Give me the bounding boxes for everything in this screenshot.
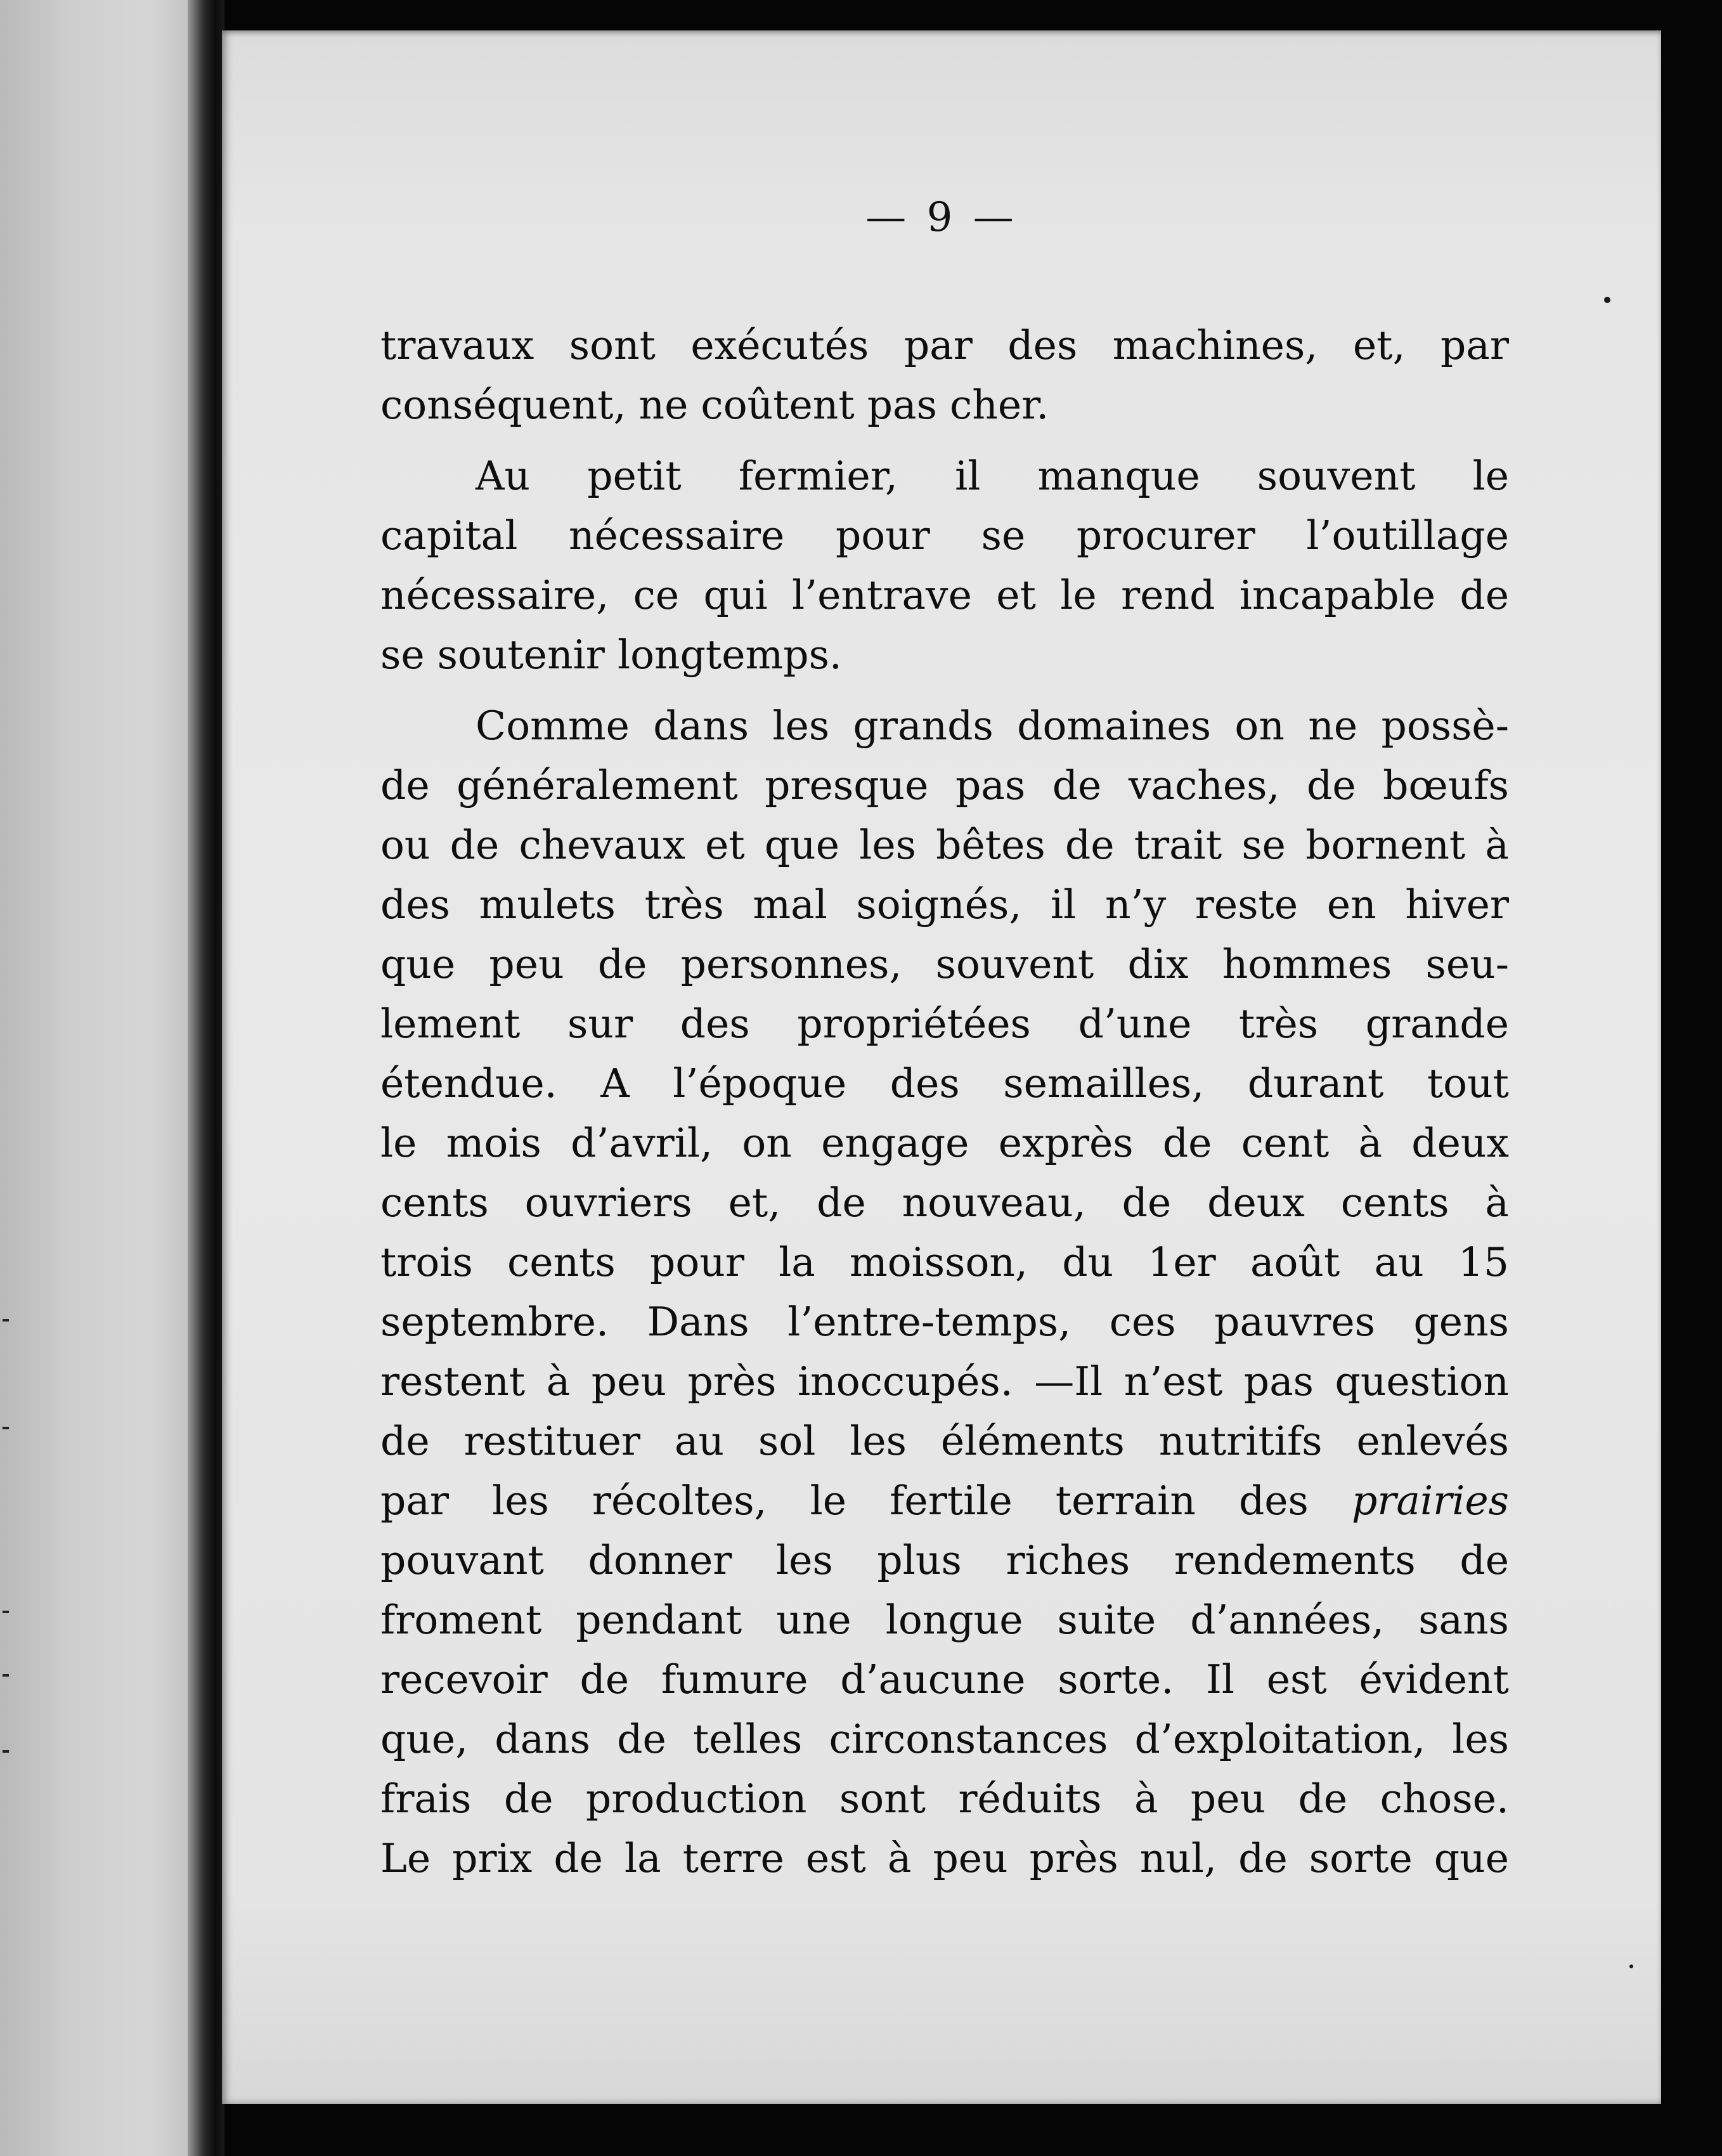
margin-mark — [3, 1611, 9, 1613]
page-number: — 9 — — [865, 194, 1018, 241]
text-line: capital nécessaire pour se procurer l’outillage — [380, 512, 1509, 559]
text-line: frais de production sont réduits à peu de chose. — [380, 1776, 1509, 1822]
dust-speck — [1604, 297, 1610, 303]
text-line: le mois d’avril, on engage exprès de cent à deux — [380, 1120, 1509, 1166]
text-line: nécessaire, ce qui l’entrave et le rend incapable de — [380, 572, 1509, 618]
text-line: trois cents pour la moisson, du 1er août au 15 — [380, 1239, 1509, 1285]
text-line: que, dans de telles circonstances d’exploitation, les — [380, 1716, 1509, 1762]
dust-speck — [1629, 1964, 1633, 1968]
text-line: Le prix de la terre est à peu près nul, de sorte que — [380, 1835, 1509, 1881]
margin-mark — [3, 1750, 9, 1753]
text-line: froment pendant une longue suite d’années, sans — [380, 1597, 1509, 1643]
italic-word: prairies — [1351, 1477, 1509, 1524]
text-line: ou de chevaux et que les bêtes de trait se bornent à — [380, 822, 1509, 868]
text-line: septembre. Dans l’entre-temps, ces pauvres gens — [380, 1299, 1509, 1345]
text-line: que peu de personnes, souvent dix hommes seu- — [380, 941, 1509, 987]
body-text — [380, 316, 1509, 1888]
facing-page-edge — [0, 0, 188, 2156]
text-line: travaux sont exécutés par des machines, et, par — [380, 322, 1509, 368]
margin-marks — [0, 0, 19, 2156]
text-line: cents ouvriers et, de nouveau, de deux cents à — [380, 1179, 1509, 1226]
text-line: Au petit fermier, il manque souvent le — [476, 453, 1509, 499]
margin-mark — [3, 1427, 9, 1429]
text-line: étendue. A l’époque des semailles, durant tout — [380, 1060, 1509, 1107]
text-line: restent à peu près inoccupés. —Il n’est pas question — [380, 1358, 1509, 1405]
text-line: se soutenir longtemps. — [380, 632, 842, 678]
text-line: pouvant donner les plus riches rendements de — [380, 1537, 1509, 1583]
book-page — [222, 30, 1661, 2104]
book-gutter — [188, 0, 224, 2156]
margin-mark — [3, 1674, 9, 1677]
text-line: de restituer au sol les éléments nutritifs enlevés — [380, 1418, 1509, 1464]
text-line: par les récoltes, le fertile terrain des prairies — [380, 1477, 1509, 1524]
text-line: de généralement presque pas de vaches, de bœufs — [380, 762, 1509, 808]
text-line: recevoir de fumure d’aucune sorte. Il est évident — [380, 1656, 1509, 1703]
text-line: Comme dans les grands domaines on ne possè- — [476, 703, 1509, 749]
margin-mark — [3, 1319, 9, 1322]
text-line: conséquent, ne coûtent pas cher. — [380, 382, 1049, 428]
text-line: lement sur des propriétées d’une très grande — [380, 1001, 1509, 1047]
text-line: des mulets très mal soignés, il n’y reste en hiver — [380, 881, 1509, 928]
